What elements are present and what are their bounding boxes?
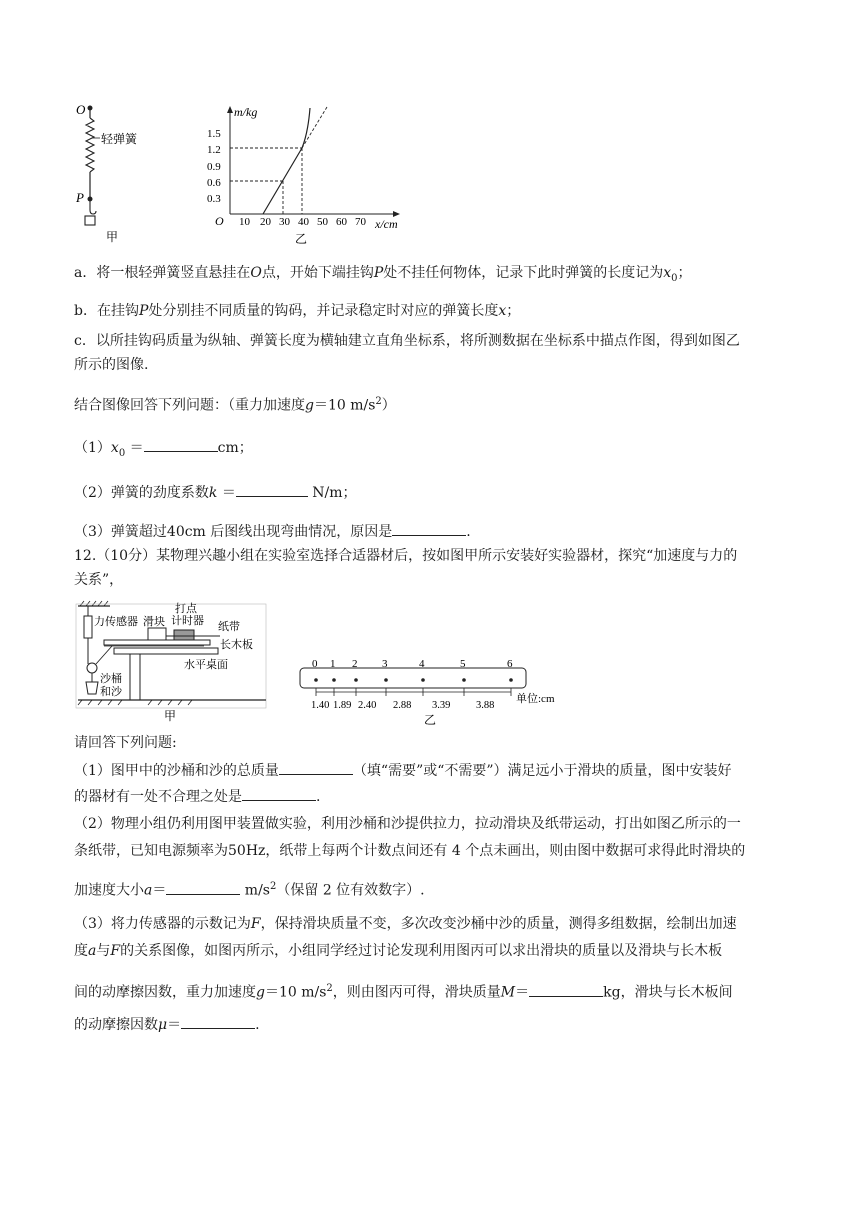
y-tick: 0.6 [207, 177, 221, 189]
timer-label-1: 打点 [175, 603, 197, 615]
step-b: b．在挂钩P处分别挂不同质量的钩码，并记录稳定时对应的弹簧长度x； [74, 303, 521, 319]
caption-jia-1: 甲 [106, 230, 119, 244]
step-a: a．将一根轻弹簧竖直悬挂在O点，开始下端挂钩P处不挂任何物体，记录下此时弹簧的长度记为$x_0$； [74, 265, 692, 284]
x-axis-label: x/cm [375, 217, 398, 231]
tape-dot [462, 678, 466, 682]
point-label: 0 [312, 658, 318, 670]
q11-part2: （2）弹簧的劲度系数k ＝ N/m； [74, 482, 357, 503]
distance-label: 3.39 [432, 700, 451, 711]
blank-reason[interactable] [392, 521, 466, 536]
label-O: O [76, 102, 86, 117]
blank-friction[interactable] [181, 1014, 255, 1029]
point-label: 2 [352, 658, 358, 670]
q12-part2-line2: 条纸带，已知电源频率为50Hz，纸带上每两个计数点间还有 4 个点未画出，则由图中数据可求得此时滑块的 [74, 843, 746, 859]
blank-need[interactable] [279, 760, 353, 775]
x-tick: 60 [336, 216, 347, 228]
q12-part2-line3: 加速度大小$a= m/s^2$（保留 2 位有效数字）. [74, 881, 425, 899]
slider-label: 滑块 [143, 616, 165, 628]
point-label: 5 [460, 658, 466, 670]
q11-part3: （3）弹簧超过40cm 后图线出现弯曲情况，原因是 . [74, 521, 471, 542]
force-sensor-label: 力传感器 [94, 616, 138, 628]
spring-figure [70, 98, 170, 248]
y-tick: 1.2 [207, 144, 221, 156]
point-label: 1 [330, 658, 336, 670]
distance-label: 2.88 [393, 700, 412, 711]
paper-tape-figure [296, 656, 596, 728]
distance-label: 1.40 [311, 700, 330, 711]
timer-label-2: 计时器 [171, 615, 204, 627]
blank-unreasonable[interactable] [242, 786, 316, 801]
step-c-line2: 所示的图像. [74, 357, 149, 373]
blank-acceleration[interactable] [166, 880, 240, 895]
tape-label: 纸带 [218, 621, 240, 633]
apparatus-figure [70, 598, 270, 728]
caption-jia-2: 甲 [164, 709, 177, 723]
x-tick: 50 [317, 216, 328, 228]
x-tick: 10 [239, 216, 250, 228]
tape-dot [354, 678, 358, 682]
x-tick: 40 [298, 216, 309, 228]
distance-label: 2.40 [358, 700, 377, 711]
x-ticks [239, 216, 367, 228]
q12-part3-line1: （3）将力传感器的示数记为F，保持滑块质量不变，多次改变沙桶中沙的质量，测得多组数据，绘制出加速 [74, 916, 737, 932]
point-label: 6 [507, 658, 513, 670]
q11-part1: $(1)x_0$ ＝ cm； [74, 437, 253, 464]
y-tick: 1.5 [207, 128, 221, 140]
q12-part3-line2: 度a与F的关系图像，如图丙所示，小组同学经过讨论发现利用图丙可以求出滑块的质量以及滑块与长木板 [74, 943, 723, 959]
spring-label: 轻弹簧 [101, 132, 138, 146]
distance-label: 3.88 [476, 700, 495, 711]
q11-intro: 结合图像回答下列问题：（重力加速度g＝10 $m/s^2$） [74, 396, 396, 414]
y-ticks [207, 128, 221, 205]
step-c-line1: c．以所挂钩码质量为纵轴、弹簧长度为横轴建立直角坐标系，将所测数据在坐标系中描点作图，得到如图乙 [74, 333, 740, 349]
q12-ask: 请回答下列问题: [74, 735, 177, 751]
x-tick: 70 [355, 216, 366, 228]
blank-x0[interactable] [144, 437, 218, 452]
table-label: 水平桌面 [184, 659, 228, 671]
label-P: P [76, 190, 84, 205]
q12-title-line1: 12.（10分）某物理兴趣小组在实验室选择合适器材后，按如图甲所示安装好实验器材，探究“加速度与力的 [74, 548, 738, 564]
tape-distances [311, 700, 494, 711]
tape-dot [314, 678, 318, 682]
blank-mass[interactable] [529, 982, 603, 997]
q12-part3-line3: 间的动摩擦因数，重力加速度g＝10 $m/s^2$，则由图丙可得，滑块质量M＝ kg，滑块与长木板间 [74, 983, 733, 1001]
tape-dot [509, 678, 513, 682]
mass-length-graph [200, 98, 410, 248]
bucket-label-2: 和沙 [100, 686, 122, 698]
tape-dot [332, 678, 336, 682]
caption-yi-2: 乙 [424, 713, 437, 727]
point-label: 3 [382, 658, 388, 670]
y-tick: 0.9 [207, 161, 221, 173]
tape-unit: 单位:cm [516, 693, 555, 705]
distance-label: 1.89 [333, 700, 352, 711]
q12-part1-line1: （1）图甲中的沙桶和沙的总质量 （填“需要”或“不需要”）满足远小于滑块的质量，图中安装好 [74, 760, 732, 781]
q12-title-line2: 关系”， [74, 572, 124, 588]
y-axis-label: m/kg [234, 105, 258, 119]
y-tick: 0.3 [207, 193, 221, 205]
q12-part3-line4: 的动摩擦因数μ＝ . [74, 1014, 260, 1035]
x-tick: 30 [279, 216, 290, 228]
tape-dot [384, 678, 388, 682]
blank-k[interactable] [236, 482, 308, 497]
board-label: 长木板 [220, 639, 253, 651]
caption-yi-1: 乙 [295, 232, 308, 246]
bucket-label-1: 沙桶 [100, 673, 122, 685]
point-label: 4 [419, 658, 425, 670]
x-tick: 20 [260, 216, 271, 228]
q12-part1-line2: 的器材有一处不合理之处是 . [74, 786, 320, 807]
tape-dot [421, 678, 425, 682]
q12-part2-line1: （2）物理小组仍利用图甲装置做实验，利用沙桶和沙提供拉力，拉动滑块及纸带运动，打出如图乙所示的一 [74, 816, 741, 832]
graph-origin: O [215, 214, 224, 228]
